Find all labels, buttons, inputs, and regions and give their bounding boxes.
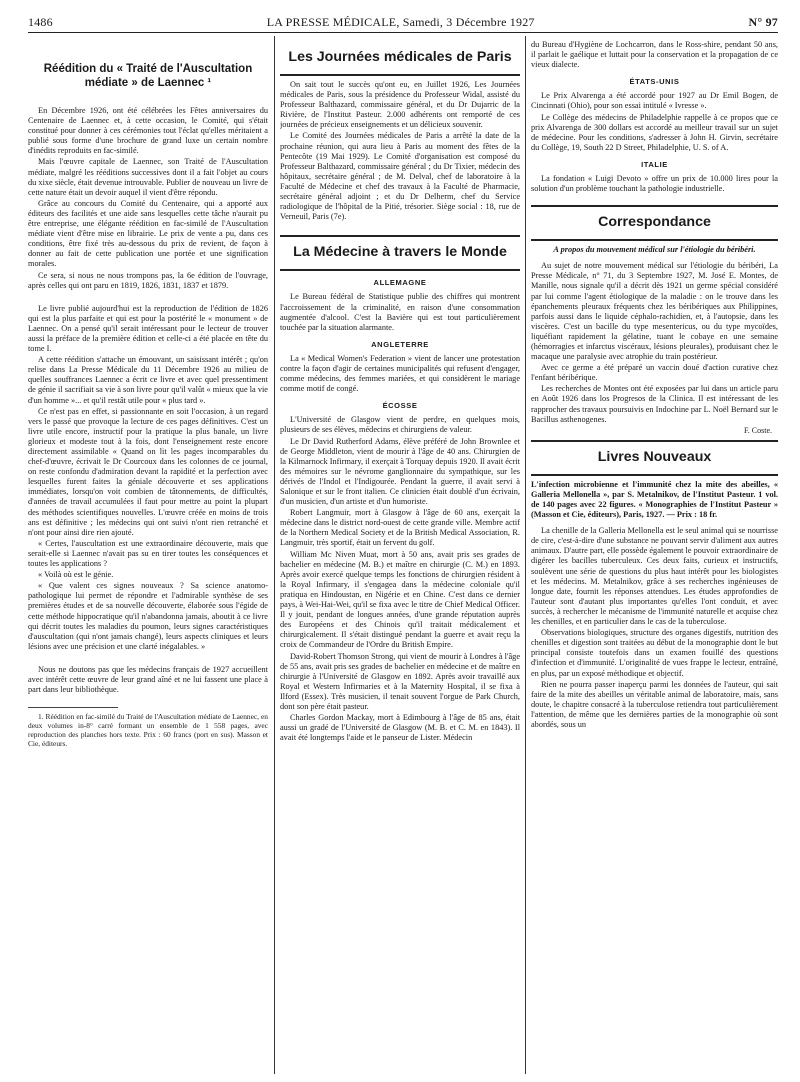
paragraph: Au sujet de notre mouvement médical sur l'étiologie du béribéri, La Presse Médicale, n° 71, du 3 Septembre 1927, M. José E. Montes, de Manille, nous signale qu'il a décrit dès 1921 un germe spécial considéré par lui comme l'agent étiologique de la maladie : on le trouve dans les épanchements pleuraux fréquents chez les béribériques aux Philippines, parfois aussi dans le liquide céphalo-rachidien, et, à l'autopsie, dans les viscères. C'est un bacille du type mesentericus, ou du type mycoïdes, liquéfiant rapidement la gélatine, tuant le cobaye en une semaine (hémorragies et infarctus viscéraux, lésions pleurales), produisant chez le macaque une paralysie avec atrophie du train postérieur. — [531, 261, 778, 362]
book-reference: L'infection microbienne et l'immunité chez la mite des abeilles, « Galleria Mellonella », par S. Metalnikov, de l'Institut Pasteur. 1 vol. de 140 pages avec 22 figures. « Monographies de l'Institut Pasteur » (Masson et Cie, éditeurs), Paris, 1927. — Prix : 18 fr. — [531, 479, 778, 520]
paragraph: Avec ce germe a été préparé un vaccin doué d'action curative chez l'enfant béribérique. — [531, 363, 778, 383]
paragraph: Les recherches de Montes ont été exposées par lui dans un article paru en Août 1926 dans los Progresos de la Clinica. Il est intéressant de les rapprocher des travaux poursuivis en Indochine par L. Noël Bernard sur le Bacillus asthenogenes. — [531, 384, 778, 424]
paragraph: Le livre publié aujourd'hui est la reproduction de l'édition de 1826 qui est la plus parfaite et qui est pour la postérité le « monument » de Laennec. On a pensé qu'il serait intéressant pour le lecteur de trouver aussi la préface de la première édition et celle-ci a été placée en tête du tome I. — [28, 303, 268, 354]
footnote-rule — [28, 707, 118, 708]
correspondance-subtitle: A propos du mouvement médical sur l'étiologie du béribéri. — [553, 245, 756, 255]
page-header — [28, 8, 778, 33]
subhead-allemagne: ALLEMAGNE — [373, 278, 427, 288]
subhead-etats-unis: ÉTATS-UNIS — [629, 77, 680, 87]
paragraph: En Décembre 1926, ont été célébrées les Fêtes anniversaires du Centenaire de Laennec et, à cette occasion, le Comité, qui s'était constitué pour donner à ces cérémonies tout l'éclat qu'elles méritaient a publié sous forme d'une brochure de grand luxe un certain nombre d'inédits reproduits en fac-similé. — [28, 106, 268, 156]
author-signature: F. Coste. — [743, 425, 772, 435]
subhead-ecosse: ÉCOSSE — [382, 401, 418, 411]
paragraph: Le Collège des médecins de Philadelphie rappelle à ce propos que ce prix Alvarenga de 300 dollars est accordé au meilleur travail sur un sujet de médecine. Pour les conditions, s'adresser à John H. Girvin, secrétaire du Collège, 19, South 22 D Street, Philadelphie, U. S. of A. — [531, 112, 778, 152]
paragraph: Charles Gordon Mackay, mort à Edimbourg à l'âge de 85 ans, était aussi un gradé de l'Université de Glasgow (M. B. et C. M. en 1843). Il avait été longtemps l'aide et le panseur de Lister. Médecin — [280, 713, 520, 743]
section-title-medecine-monde: La Médecine à travers le Monde — [280, 235, 520, 271]
paragraph: Observations biologiques, structure des organes digestifs, nutrition des chenilles et digestion sont traitées au début de la monographie dont le but principal consiste toutefois dans un examen fouillé des questions d'infection et d'immunité. L'originalité de vues frappe le lecteur, entraîné, en plus, par un exposé méthodique et objectif. — [531, 628, 778, 678]
journal-title: LA PRESSE MÉDICALE, Samedi, 3 Décembre 1927 — [266, 15, 535, 29]
paragraph: Grâce au concours du Comité du Centenaire, qui a apporté aux éditeurs des facilités et une aide sans lesquelles cette tâche n'aurait pu être entreprise, une élégante réédition en fac-similé de l'Auscultation médiate vient d'être mise en librairie. Le prix de vente a pu, dans ces conditions, être fixé très au-dessous du prix de revient, de façon à donner au fait de cette publication une portée et une signification morales. — [28, 198, 268, 269]
section-title-journees: Les Journées médicales de Paris — [280, 42, 520, 76]
subhead-angleterre: ANGLETERRE — [371, 339, 429, 349]
article-title-laennec: Réédition du « Traité de l'Auscultation médiate » de Laennec ¹ — [43, 63, 253, 89]
paragraph: Nous ne doutons pas que les médecins français de 1927 accueillent avec intérêt cette œuvre de leur grand aîné et ne lui fassent une place à part dans leur bibliothèque. — [28, 664, 268, 695]
paragraph: « Certes, l'auscultation est une extraordinaire découverte, mais que serait-elle si Laennec n'avait pas su en tirer toutes les conséquences et toutes les applications ? — [28, 538, 268, 569]
paragraph: Ce sera, si nous ne nous trompons pas, la 6e édition de l'ouvrage, après celles qui ont paru en 1819, 1826, 1831, 1837 et 1879. — [28, 270, 268, 290]
paragraph: Mais l'œuvre capitale de Laennec, son Traité de l'Auscultation médiate, malgré les rééditions successives dont il a fait l'objet au cours du xixe siècle, était devenue introuvable. Publier de nouveau un livre de cette nature était un devoir auquel il vient d'être répondu. — [28, 157, 268, 197]
paragraph: William Mc Niven Muat, mort à 50 ans, avait pris ses grades de bachelier en médecine (M. B.) et maître en chirurgie (C. M.) en 1893. Après avoir exercé quelque temps les fonctions de chirurgien résident à la Royal Infirmary, il s'engagea dans la médecine coloniale qu'il pratiqua en Hindoustan, en Nigérie et en Chine. C'est dans ce dernier pays, à Wei-Hai-Wei, qu'il se fixa avec le titre de Chief Medical Officer. Il y jouit, pendant de longues années, d'une grande réputation auprès des Européens et des Chinois qu'il traitait médicalement et chirurgicalement. Il s'était distingué pendant la guerre et avait reçu la croix de Commandeur de l'Ordre du British Empire. — [280, 549, 520, 650]
column-middle — [280, 40, 520, 1082]
paragraph: Rien ne pourra passer inaperçu parmi les données de l'auteur, qui sait faire de la mite des abeilles un véritable animal de laboratoire, mais, sans doute, le chapitre consacré à la tuberculose retiendra tout particulièrement l'attention, de même que les dernières parties de la monographie où sont abordés, sous un — [531, 679, 778, 729]
section-title-correspondance: Correspondance — [531, 205, 778, 241]
paragraph: A cette réédition s'attache un émouvant, un saisissant intérêt ; qu'on relise dans La Presse Médicale du 11 Décembre 1926 au milieu de quelles souffrances Laennec a écrit ce livre et avec quel pressentiment de génie il sacrifiait sa vie à son livre pour qu'il valût « mieux que la vie d'un homme »... et qu'il restât utile pour « plus tard ». — [28, 355, 268, 405]
paragraph: David-Robert Thomson Strong, qui vient de mourir à Londres à l'âge de 55 ans, avait pris ses grades de bachelier en médecine et de maître en chirurgie à l'Université de Glasgow en 1892. Après avoir travaillé aux Royal et Western Infirmaries et à la Maternity Hospital, il se fixa à Ilford (Essex). Très musicien, il tenait souvent l'orgue de Park Church, dont son père était pasteur. — [280, 651, 520, 711]
paragraph: La fondation « Luigi Devoto » offre un prix de 10.000 lires pour la solution d'un problème touchant la pathologie industrielle. — [531, 174, 778, 194]
column-left — [28, 40, 268, 1082]
paragraph: Le Bureau fédéral de Statistique publie des chiffres qui montrent l'accroissement de la criminalité, en raison d'une consommation augmentée d'alcool. C'est la Bavière qui est tout particulièrement touchée par la situation alarmante. — [280, 292, 520, 332]
paragraph: « Que valent ces signes nouveaux ? Sa science anatomo-pathologique lui permet de répondre et l'admirable synthèse de ses premières études et de sa nouvelle découverte, élaborée sous l'égide de cette méthode hippocratique qu'il n'abandonna jamais, aboutit à ce livre qui décrit toutes les maladies du poumon, leurs signes caractéristiques d'auscultation (qui n'ont jamais changé), leurs aspects cliniques et leurs lésions avec une précision et une clarté inégalables. » — [28, 581, 268, 651]
column-divider — [274, 36, 275, 1074]
paragraph: La chenille de la Galleria Mellonella est le seul animal qui se nourrisse de cire, c'est-à-dire d'une substance ne pouvant servir d'aliment aux autres animaux. D'autre part, elle possède également le pouvoir extraordinaire de digérer les bacilles tuberculeux. Ces deux faits, curieux et instructifs, soulèvent une série de questions du plus haut intérêt pour les biologistes et les médecins. M. Metalnikov, grâce à ses recherches ingénieuses de longue date, fournit les réponses attendues. Les études approfondies de l'auteur sont d'autant plus importantes qu'elles l'ont conduit, et avec succès, à rechercher le mécanisme de l'immunité naturelle et acquise chez les chenilles, et en particulier dans le cas de la tuberculose. — [531, 526, 778, 627]
section-title-livres: Livres Nouveaux — [531, 440, 778, 476]
column-divider — [525, 36, 526, 1074]
paragraph: La « Medical Women's Federation » vient de lancer une protestation contre la façon d'agir de certaines municipalités qui refusent d'engager, comme médecins, des femmes mariées, et qui considèrent le mariage comme motif de congé. — [280, 353, 520, 394]
column-right — [531, 40, 778, 1082]
paragraph: Le Dr David Rutherford Adams, élève préféré de John Brownlee et de George Middleton, vient de mourir à l'âge de 40 ans. Chirurgien de la Kilmarnock Infirmary, il exerçait à Torquay depuis 1920. Il avait écrit des mémoires sur le névrome ganglionnaire du sympathique, sur les dérivés de l'Indol et l'Indigourée. Pendant la guerre, il avait servi à Salonique et sur le front italien. Ce clinicien était doublé d'un écrivain, d'un musicien, d'un artiste et d'un humoriste. — [280, 436, 520, 507]
paragraph: Le Comité des Journées médicales de Paris a arrêté la date de la prochaine réunion, qui aura lieu à Paris au moment des fêtes de la Pentecôte (19 Mai 1929). Le Comité d'organisation est composé du Professeur Balthazard, commissaire général ; du Dr Tixier, médecin des hôpitaux, secrétaire général ; de M. Delval, chef de laboratoire à la Faculté de Médecine et chef des travaux à la Faculté de Pharmacie, secrétaire général adjoint ; et du Dr Delherm, chef du Service radiologique de l'hôpital de la Pitié, trésorier. Siège social : 18, rue de Verneuil, Paris (7e). — [280, 131, 520, 222]
page-number: 1486 — [28, 15, 53, 29]
paragraph: L'Université de Glasgow vient de perdre, en quelques mois, plusieurs de ses élèves, médecins et chirurgiens de valeur. — [280, 415, 520, 435]
footnote: 1. Réédition en fac-similé du Traité de l'Auscultation médiate de Laennec, en deux volumes in-8° carré formant un ensemble de 1 558 pages, avec reproduction des planches hors texte. Prix : 60 francs (port en sus). Masson et Cie, éditeurs. — [28, 712, 268, 749]
paragraph: Ce n'est pas en effet, si passionnante en soit l'occasion, à un regard vers le passé que provoque la lecture de ces pages définitives. C'est un livre utile encore, instructif pour la pratique la plus banale, un livre glorieux et modeste tout à la fois, dont l'enseignement reste encore directement assimilable « Quand on lit les pages incomparables du chef-d'œuvre, écrivait le Dr Courcoux dans les colonnes de ce journal, on reste confondu d'admiration devant la rapidité et la perfection avec lesquelles furent faites la géniale découverte et ses applications immédiates, lorsqu'on voit combien de tâtonnements, de difficultés, d'années de travail accumulées il faut pour mettre au point la plupart des méthodes scientifiques nouvelles. L'œuvre créée en moins de trois ans est définitive ; les médecins qui ont suivi n'ont rien retranché et n'ont pour ainsi dire rien ajouté. — [28, 406, 268, 537]
issue-number: N° 97 — [748, 15, 778, 29]
subhead-italie: ITALIE — [641, 159, 668, 169]
paragraph: On sait tout le succès qu'ont eu, en Juillet 1926, Les Journées médicales de Paris, sous la présidence du Professeur Widal, assisté du Professeur Balthazard, commissaire général, et du Dr Dujarric de la Rivière, de l'Institut Pasteur. 2.000 adhérents ont remporté de ces journées de précieux enseignements et un délicieux souvenir. — [280, 80, 520, 130]
paragraph: du Bureau d'Hygiène de Lochcarron, dans le Ross-shire, pendant 50 ans, il parlait le gaélique et luttait pour la conservation et la propagation de ce vieux dialecte. — [531, 40, 778, 70]
paragraph: Robert Langmuir, mort à Glasgow à l'âge de 60 ans, exerçait la médecine dans le district nord-ouest de cette grande ville. Membre actif de la Northern Medical Society et de la British Medical Association, R. Langmuir, très sportif, était un fervent du golf. — [280, 508, 520, 548]
paragraph: « Voilà où est le génie. — [38, 570, 114, 580]
paragraph: Le Prix Alvarenga a été accordé pour 1927 au Dr Emil Bogen, de Cincinnati (Ohio), pour son essai intitulé « Ivresse ». — [531, 91, 778, 111]
